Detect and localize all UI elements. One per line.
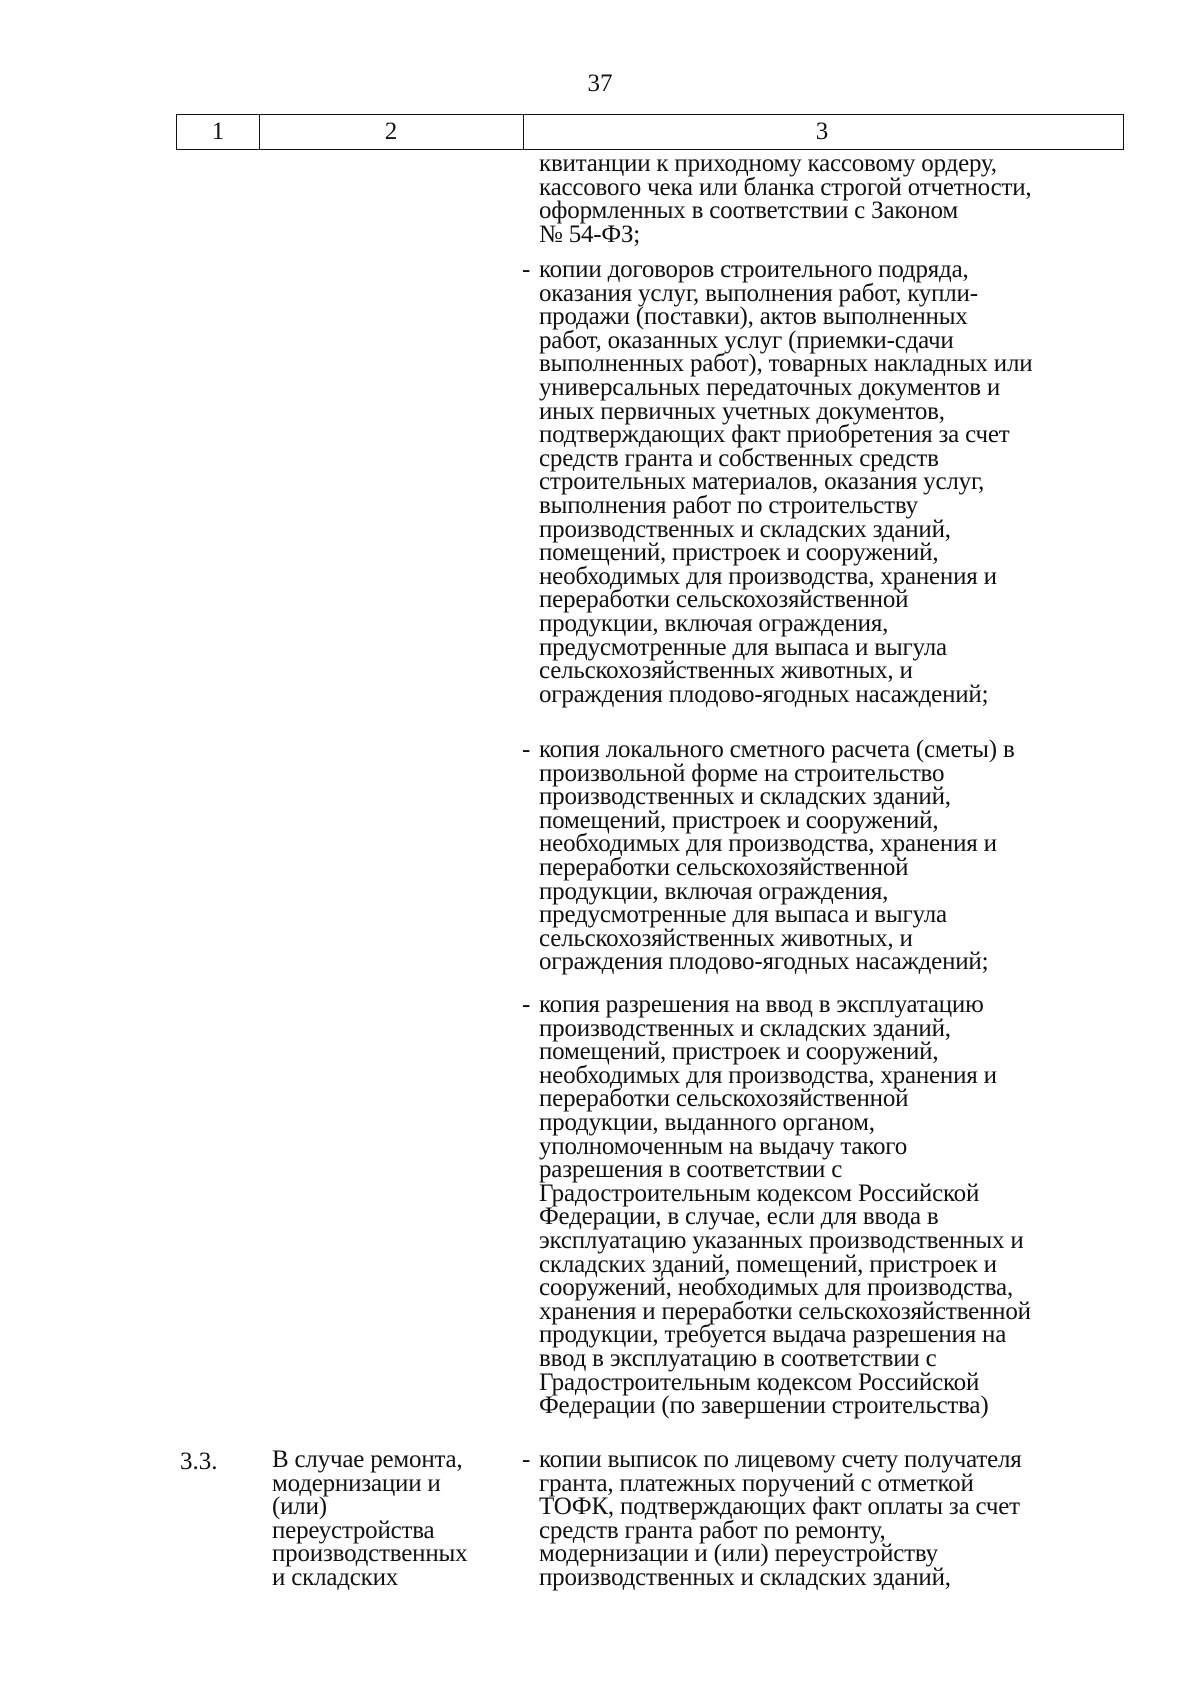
text-line: иных первичных учетных документов,	[539, 397, 945, 425]
text-line: гранта, платежных поручений с отметкой	[539, 1469, 974, 1497]
text-line: переработки сельскохозяйственной	[539, 586, 909, 614]
text-line: производственных и складских зданий,	[539, 1563, 951, 1591]
text-line: переустройства	[272, 1516, 435, 1544]
text-line: продукции, включая ограждения,	[539, 609, 889, 637]
text-line: выполненных работ), товарных накладных или	[539, 350, 1033, 378]
page-number: 37	[587, 70, 613, 97]
text-line: Федерации, в случае, если для ввода в	[539, 1203, 939, 1231]
bullet-dash: -	[522, 256, 531, 283]
text-line: строительных материалов, оказания услуг,	[539, 468, 985, 496]
text-line: ТОФК, подтверждающих факт оплаты за счет	[539, 1493, 1020, 1521]
text-line: копия локального сметного расчета (сметы) в	[539, 736, 1015, 763]
text-line: сельскохозяйственных животных, и	[539, 657, 913, 685]
text-line: копии договоров строительного подряда,	[539, 256, 969, 283]
text-line: помещений, пристроек и сооружений,	[539, 539, 939, 567]
text-line: кассового чека или бланка строгой отчетности,	[539, 173, 1032, 201]
text-line: средств гранта работ по ремонту,	[539, 1516, 886, 1544]
text-line: переработки сельскохозяйственной	[539, 853, 909, 881]
text-line: ввод в эксплуатацию в соответствии с	[539, 1344, 937, 1372]
text-line: складских зданий, помещений, пристроек и	[539, 1250, 997, 1278]
text-line: квитанции к приходному кассовому ордеру,	[539, 150, 997, 177]
text-line: продажи (поставки), актов выполненных	[539, 303, 968, 331]
text-line: производственных и складских зданий,	[539, 783, 951, 811]
text-line: необходимых для производства, хранения и	[539, 1061, 997, 1089]
text-line: ограждения плодово-ягодных насаждений;	[539, 948, 989, 976]
text-line: уполномоченным на выдачу такого	[539, 1132, 907, 1160]
bullet-dash: -	[522, 736, 531, 763]
text-line: необходимых для производства, хранения и	[539, 562, 997, 590]
column-header-2: 2	[259, 115, 524, 149]
text-line: универсальных передаточных документов и	[539, 373, 1001, 401]
text-line: (или)	[272, 1493, 327, 1521]
text-line: оказания услуг, выполнения работ, купли-	[539, 279, 978, 307]
text-line: предусмотренные для выпаса и выгула	[539, 633, 947, 661]
text-line: модернизации и (или) переустройству	[539, 1540, 938, 1568]
text-line: продукции, выданного органом,	[539, 1108, 875, 1136]
text-line: № 54-ФЗ;	[539, 220, 641, 248]
text-line: производственных и складских зданий,	[539, 1014, 951, 1042]
text-line: разрешения в соответствии с	[539, 1156, 843, 1184]
bullet-commissioning-permit	[522, 993, 1122, 1418]
bullet-dash: -	[522, 991, 531, 1018]
column-header-1: 1	[177, 115, 260, 149]
text-line: хранения и переработки сельскохозяйственной	[539, 1297, 1031, 1325]
bullet-account-statements	[522, 1448, 1122, 1590]
row-title	[272, 1448, 512, 1590]
text-line: сооружений, необходимых для производства,	[539, 1274, 1014, 1302]
text-line: помещений, пристроек и сооружений,	[539, 806, 939, 834]
text-line: копии выписок по лицевому счету получателя	[539, 1446, 1022, 1473]
text-line: производственных	[272, 1540, 468, 1568]
text-line: продукции, требуется выдача разрешения на	[539, 1321, 1007, 1349]
text-line: предусмотренные для выпаса и выгула	[539, 901, 947, 929]
text-line: ограждения плодово-ягодных насаждений;	[539, 680, 989, 708]
text-line: оформленных в соответствии с Законом	[539, 197, 958, 225]
text-line: сельскохозяйственных животных, и	[539, 924, 913, 952]
bullet-dash: -	[522, 1446, 531, 1473]
text-line: выполнения работ по строительству	[539, 491, 918, 519]
text-line: продукции, включая ограждения,	[539, 877, 889, 905]
text-line: Градостроительным кодексом Российской	[539, 1368, 980, 1396]
row-number: 3.3.	[180, 1448, 218, 1475]
text-line: и складских	[272, 1563, 399, 1591]
bullet-construction-contracts	[522, 258, 1122, 706]
text-line: производственных и складских зданий,	[539, 515, 951, 543]
text-line: эксплуатацию указанных производственных и	[539, 1226, 1024, 1254]
text-line: подтверждающих факт приобретения за счет	[539, 421, 1010, 449]
text-line: средств гранта и собственных средств	[539, 444, 939, 472]
column-header-3: 3	[815, 118, 829, 145]
text-line: произвольной форме на строительство	[539, 759, 945, 787]
text-line: модернизации и	[272, 1469, 441, 1497]
text-line: копия разрешения на ввод в эксплуатацию	[539, 991, 984, 1018]
text-line: помещений, пристроек и сооружений,	[539, 1038, 939, 1066]
continuation-paragraph	[522, 152, 1122, 246]
table-header-row	[176, 114, 1124, 150]
text-line: Градостроительным кодексом Российской	[539, 1179, 980, 1207]
text-line: Федерации (по завершении строительства)	[539, 1392, 989, 1420]
text-line: переработки сельскохозяйственной	[539, 1085, 909, 1113]
text-line: необходимых для производства, хранения и	[539, 830, 997, 858]
bullet-cost-estimate	[522, 738, 1122, 974]
text-line: В случае ремонта,	[272, 1446, 463, 1473]
text-line: работ, оказанных услуг (приемки-сдачи	[539, 326, 954, 354]
